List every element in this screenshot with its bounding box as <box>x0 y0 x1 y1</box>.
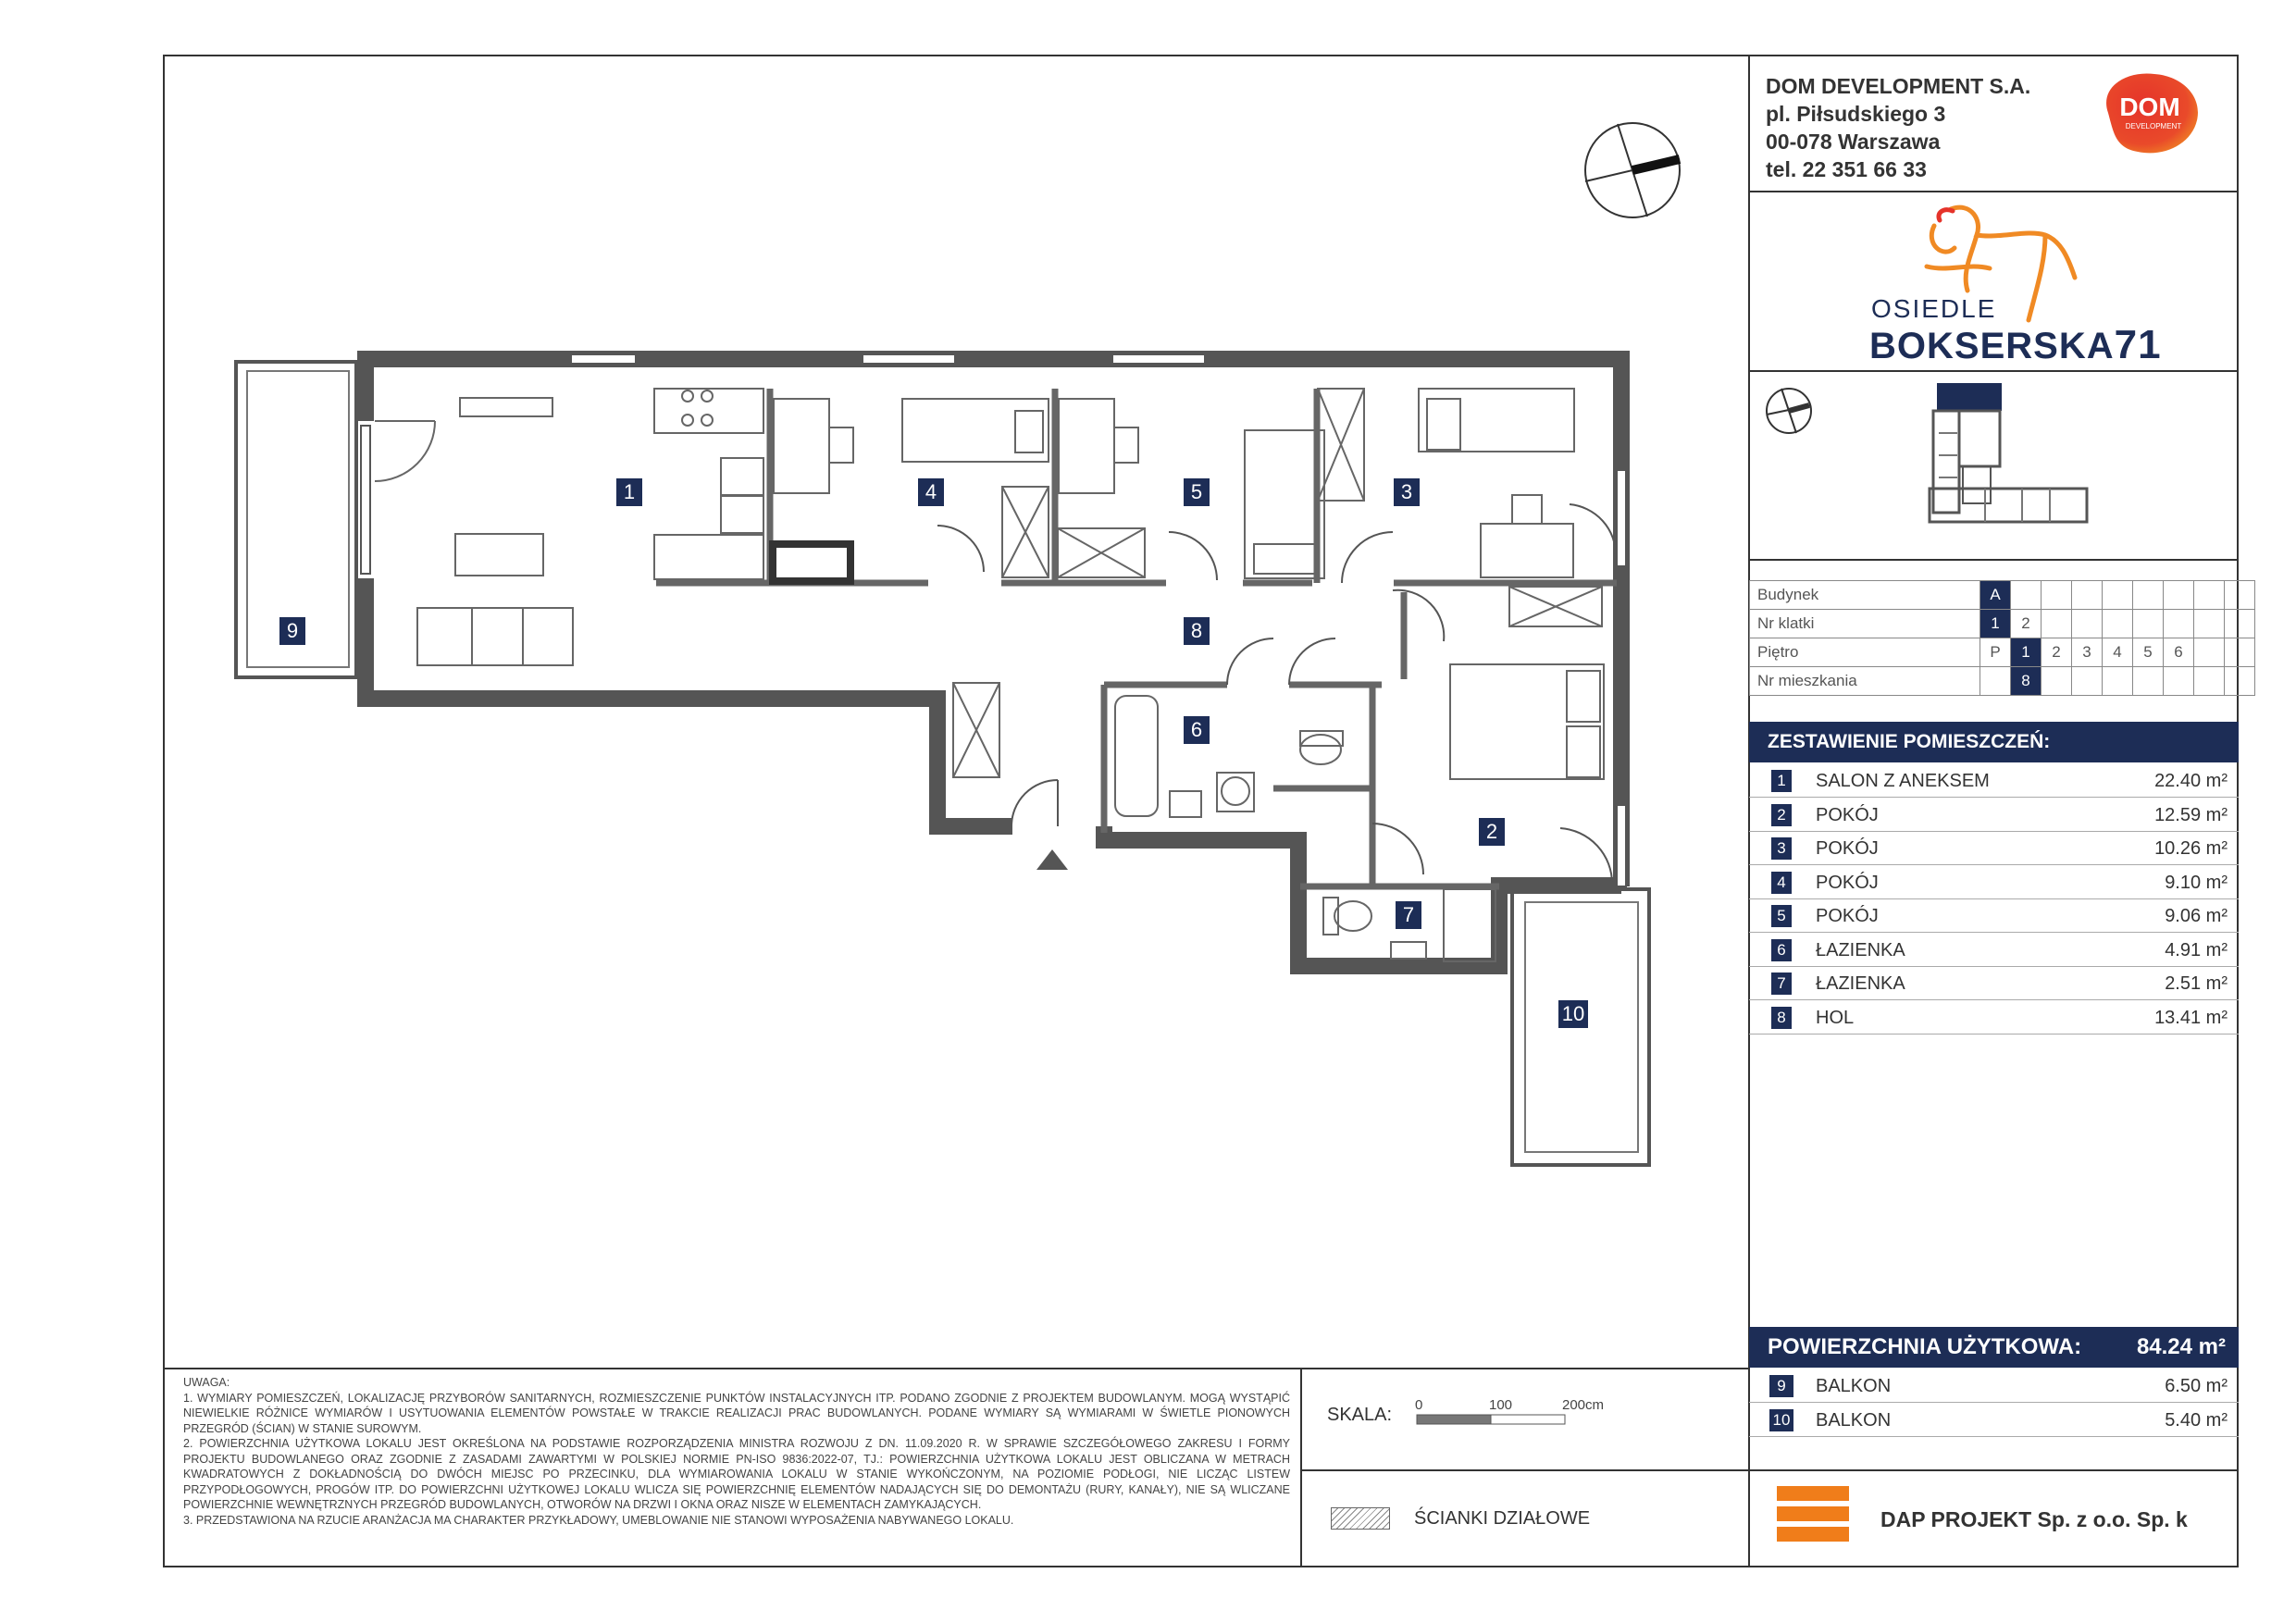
estate-divider <box>1749 370 2239 372</box>
plan-label-8: 8 <box>1184 617 1210 645</box>
legend-divider <box>1300 1469 1749 1471</box>
company-divider <box>1749 191 2239 192</box>
plan-label-1: 1 <box>616 478 642 506</box>
keyplan-thumbnail <box>1754 378 2124 553</box>
scale-tick-100: 100 <box>1489 1397 1513 1413</box>
balcony-area: 6.50 m² <box>2165 1376 2228 1396</box>
balcony-name: BALKON <box>1816 1376 1892 1396</box>
room-row <box>1749 934 2239 967</box>
room-number: 4 <box>1771 872 1792 894</box>
location-cell <box>2194 581 2225 610</box>
room-area: 9.10 m² <box>2165 872 2228 893</box>
room-name: POKÓJ <box>1816 804 1879 825</box>
room-area: 12.59 m² <box>2154 804 2228 825</box>
room-area: 10.26 m² <box>2154 838 2228 859</box>
room-row <box>1749 1001 2239 1035</box>
company-phone: tel. 22 351 66 33 <box>1766 157 1927 181</box>
location-cell <box>2194 667 2225 696</box>
windows <box>361 354 1626 886</box>
room-row <box>1749 764 2239 798</box>
room-number: 5 <box>1771 905 1792 927</box>
room-area: 22.40 m² <box>2154 771 2228 791</box>
balcony-number: 10 <box>1769 1409 1793 1431</box>
room-area: 2.51 m² <box>2165 973 2228 994</box>
location-cell <box>2042 610 2072 638</box>
room-name: POKÓJ <box>1816 838 1879 859</box>
location-cell <box>2133 667 2164 696</box>
legend-label: ŚCIANKI DZIAŁOWE <box>1414 1508 1591 1529</box>
location-cell <box>2011 581 2042 610</box>
location-cell <box>2133 610 2164 638</box>
location-cell: A <box>1980 581 2011 610</box>
scale-bar <box>1416 1414 1566 1425</box>
scale-tick-200: 200cm <box>1562 1397 1605 1413</box>
room-name: ŁAZIENKA <box>1816 939 1905 960</box>
location-row-label: Nr mieszkania <box>1750 667 1980 696</box>
location-cell: 6 <box>2164 638 2194 667</box>
location-cell <box>2103 581 2133 610</box>
entrance-arrow-icon <box>1036 849 1068 870</box>
location-row-label: Piętro <box>1750 638 1980 667</box>
dap-logo-icon <box>1777 1486 1851 1553</box>
plan-label-4: 4 <box>918 478 944 506</box>
location-cell: 1 <box>2011 638 2042 667</box>
location-cell <box>2164 581 2194 610</box>
estate-line2: BOKSERSKA <box>1869 326 2115 366</box>
location-cell: 3 <box>2072 638 2103 667</box>
location-cell <box>2225 581 2255 610</box>
location-cell <box>2225 638 2255 667</box>
location-table <box>1749 580 2255 696</box>
location-cell <box>1980 667 2011 696</box>
location-row <box>1750 581 2255 610</box>
room-number: 8 <box>1771 1007 1792 1029</box>
room-name: POKÓJ <box>1816 906 1879 926</box>
notes <box>183 1375 1290 1528</box>
location-cell: 5 <box>2133 638 2164 667</box>
living-furniture <box>375 421 573 665</box>
dom-logo-subtext: DEVELOPMENT <box>2125 122 2182 130</box>
location-row <box>1750 638 2255 667</box>
plan-label-5: 5 <box>1184 478 1210 506</box>
balcony-name: BALKON <box>1816 1409 1892 1431</box>
location-row <box>1750 610 2255 638</box>
room-area: 13.41 m² <box>2154 1007 2228 1028</box>
location-cell: 1 <box>1980 610 2011 638</box>
room-name: SALON Z ANEKSEM <box>1816 771 1990 791</box>
location-cell <box>2103 667 2133 696</box>
room-row <box>1749 799 2239 832</box>
location-cell <box>2194 638 2225 667</box>
company-name: DOM DEVELOPMENT S.A. <box>1766 74 2031 98</box>
room-row <box>1749 899 2239 933</box>
room-number: 2 <box>1771 804 1792 826</box>
note-item: 3. PRZEDSTAWIONA NA RZUCIE ARANŻACJA MA CHARAKTER PRZYKŁADOWY, UMEBLOWANIE NIE STANOWI WYPOSAŻENIA NABYWANEGO LOKALU. <box>183 1513 1014 1527</box>
company-city: 00-078 Warszawa <box>1766 130 1941 154</box>
location-cell <box>2042 581 2072 610</box>
room-number: 1 <box>1771 770 1792 792</box>
scale-divider <box>1300 1368 1302 1567</box>
location-cell <box>2072 610 2103 638</box>
usable-area-bar <box>1749 1327 2239 1368</box>
scale-tick-0: 0 <box>1415 1397 1423 1413</box>
estate-name <box>1869 322 2162 368</box>
room-row <box>1749 967 2239 1000</box>
usable-area-label: POWIERZCHNIA UŻYTKOWA: <box>1768 1334 2082 1359</box>
estate-number: 71 <box>2114 322 2162 367</box>
location-cell <box>2225 667 2255 696</box>
location-cell <box>2072 667 2103 696</box>
location-cell <box>2164 610 2194 638</box>
room-name: HOL <box>1816 1007 1855 1028</box>
plan-label-7: 7 <box>1396 901 1421 929</box>
note-item: 2. POWIERZCHNIA UŻYTKOWA LOKALU JEST OKREŚLONA NA PODSTAWIE ROZPORZĄDZENIA MINISTRA ROZWOJU Z DN. 11.09.2020 R. W SPRAWIE SZCZEGÓŁOWEGO ZAKRESU I FORMY PROJEKTU BUDOWLANEGO ORAZ ZGODNIE Z ZASADAMI ZAWARTYMI W POLSKIEJ NORMIE PN-ISO 9836:2022-07, TJ.: POWIERZCHNIA UŻYTKOWA LOKALU JEST OBLICZANA W METRACH KWADRATOWYCH Z DOKŁADNOŚCIĄ DO DWÓCH MIEJSC PO PRZECINKU, DLA WYMIAROWANIA LOKALU W STANIE WYKOŃCZONYM, NA POZIOMIE PODŁOGI, NIE LICZĄC LISTEW PRZYPODŁOGOWYCH, PROGÓW ITP. DO POWIERZCHNI UŻYTKOWEJ LOKALU WLICZA SIĘ POWIERZCHNIĘ ELEMENTÓW NADAJĄCYCH SIĘ DO DEMONTAŻU (RURY, KANAŁY), NIE SĄ WLICZANE POWIERZCHNIE WEWNĘTRZNYCH PRZEGRÓD BUDOWLANYCH, OTWORÓW NA DRZWI I OKNA ORAZ NISZE W ELEMENTACH ZAMYKAJĄCYCH. <box>183 1437 1290 1511</box>
location-cell: P <box>1980 638 2011 667</box>
plan-label-3: 3 <box>1394 478 1420 506</box>
room-name: ŁAZIENKA <box>1816 973 1905 994</box>
location-cell: 2 <box>2042 638 2072 667</box>
usable-area-value: 84.24 m² <box>2136 1334 2226 1359</box>
rooms-header: ZESTAWIENIE POMIESZCZEŃ: <box>1749 722 2239 762</box>
balcony-row <box>1749 1404 2239 1437</box>
room-number: 3 <box>1771 837 1792 860</box>
room-number: 6 <box>1771 939 1792 961</box>
room-area: 4.91 m² <box>2165 939 2228 960</box>
location-cell: 4 <box>2103 638 2133 667</box>
location-row <box>1750 667 2255 696</box>
balcony-number: 9 <box>1769 1375 1793 1397</box>
location-cell <box>2042 667 2072 696</box>
location-cell <box>2103 610 2133 638</box>
room-row <box>1749 832 2239 865</box>
scale-label: SKALA: <box>1327 1405 1393 1425</box>
partition-wall-swatch <box>1331 1507 1390 1530</box>
company-address <box>1766 72 2030 183</box>
note-item: 1. WYMIARY POMIESZCZEŃ, LOKALIZACJĘ PRZYBORÓW SANITARNYCH, ROZMIESZCZENIE PUNKTÓW INSTALACYJNYCH ITP. PODANO ZGODNIE Z PROJEKTEM BUDOWLANYM. MOGĄ WYSTĄPIĆ NIEWIELKIE RÓŻNICE WYMIARÓW I USYTUOWANIA ELEMENTÓW POWSTAŁE W TRAKCIE REALIZACJI PRAC BUDOWLANYCH. PODANE WYMIARY SĄ WYMIARAMI W ŚWIETLE PIONOWYCH PRZEGRÓD (ŚCIAN) W STANIE SUROWYM. <box>183 1391 1290 1435</box>
location-cell <box>2133 581 2164 610</box>
plan-label-6: 6 <box>1184 716 1210 744</box>
location-cell <box>2225 610 2255 638</box>
location-row-label: Budynek <box>1750 581 1980 610</box>
kitchen-units <box>460 389 850 581</box>
balcony-divider <box>1749 1469 2239 1471</box>
keyplan-divider <box>1749 559 2239 561</box>
balcony-area: 5.40 m² <box>2165 1409 2228 1431</box>
room-area: 9.06 m² <box>2165 906 2228 926</box>
designer-name: DAP PROJEKT Sp. z o.o. Sp. k <box>1880 1507 2188 1531</box>
company-street: pl. Piłsudskiego 3 <box>1766 102 1946 126</box>
location-cell <box>2194 610 2225 638</box>
notes-title: UWAGA: <box>183 1376 230 1389</box>
room-row <box>1749 866 2239 899</box>
estate-line1: OSIEDLE <box>1871 294 1997 323</box>
plan-label-9: 9 <box>279 617 305 645</box>
location-cell <box>2164 667 2194 696</box>
balcony-row <box>1749 1369 2239 1403</box>
location-cell <box>2072 581 2103 610</box>
location-cell: 8 <box>2011 667 2042 696</box>
compass-icon <box>1585 123 1680 217</box>
plan-label-2: 2 <box>1479 818 1505 846</box>
dom-logo-text: DOM <box>2119 93 2180 121</box>
plan-label-10: 10 <box>1558 1000 1588 1028</box>
footer-divider <box>163 1368 1749 1369</box>
room-name: POKÓJ <box>1816 872 1879 893</box>
room-number: 7 <box>1771 973 1792 995</box>
location-row-label: Nr klatki <box>1750 610 1980 638</box>
location-cell: 2 <box>2011 610 2042 638</box>
